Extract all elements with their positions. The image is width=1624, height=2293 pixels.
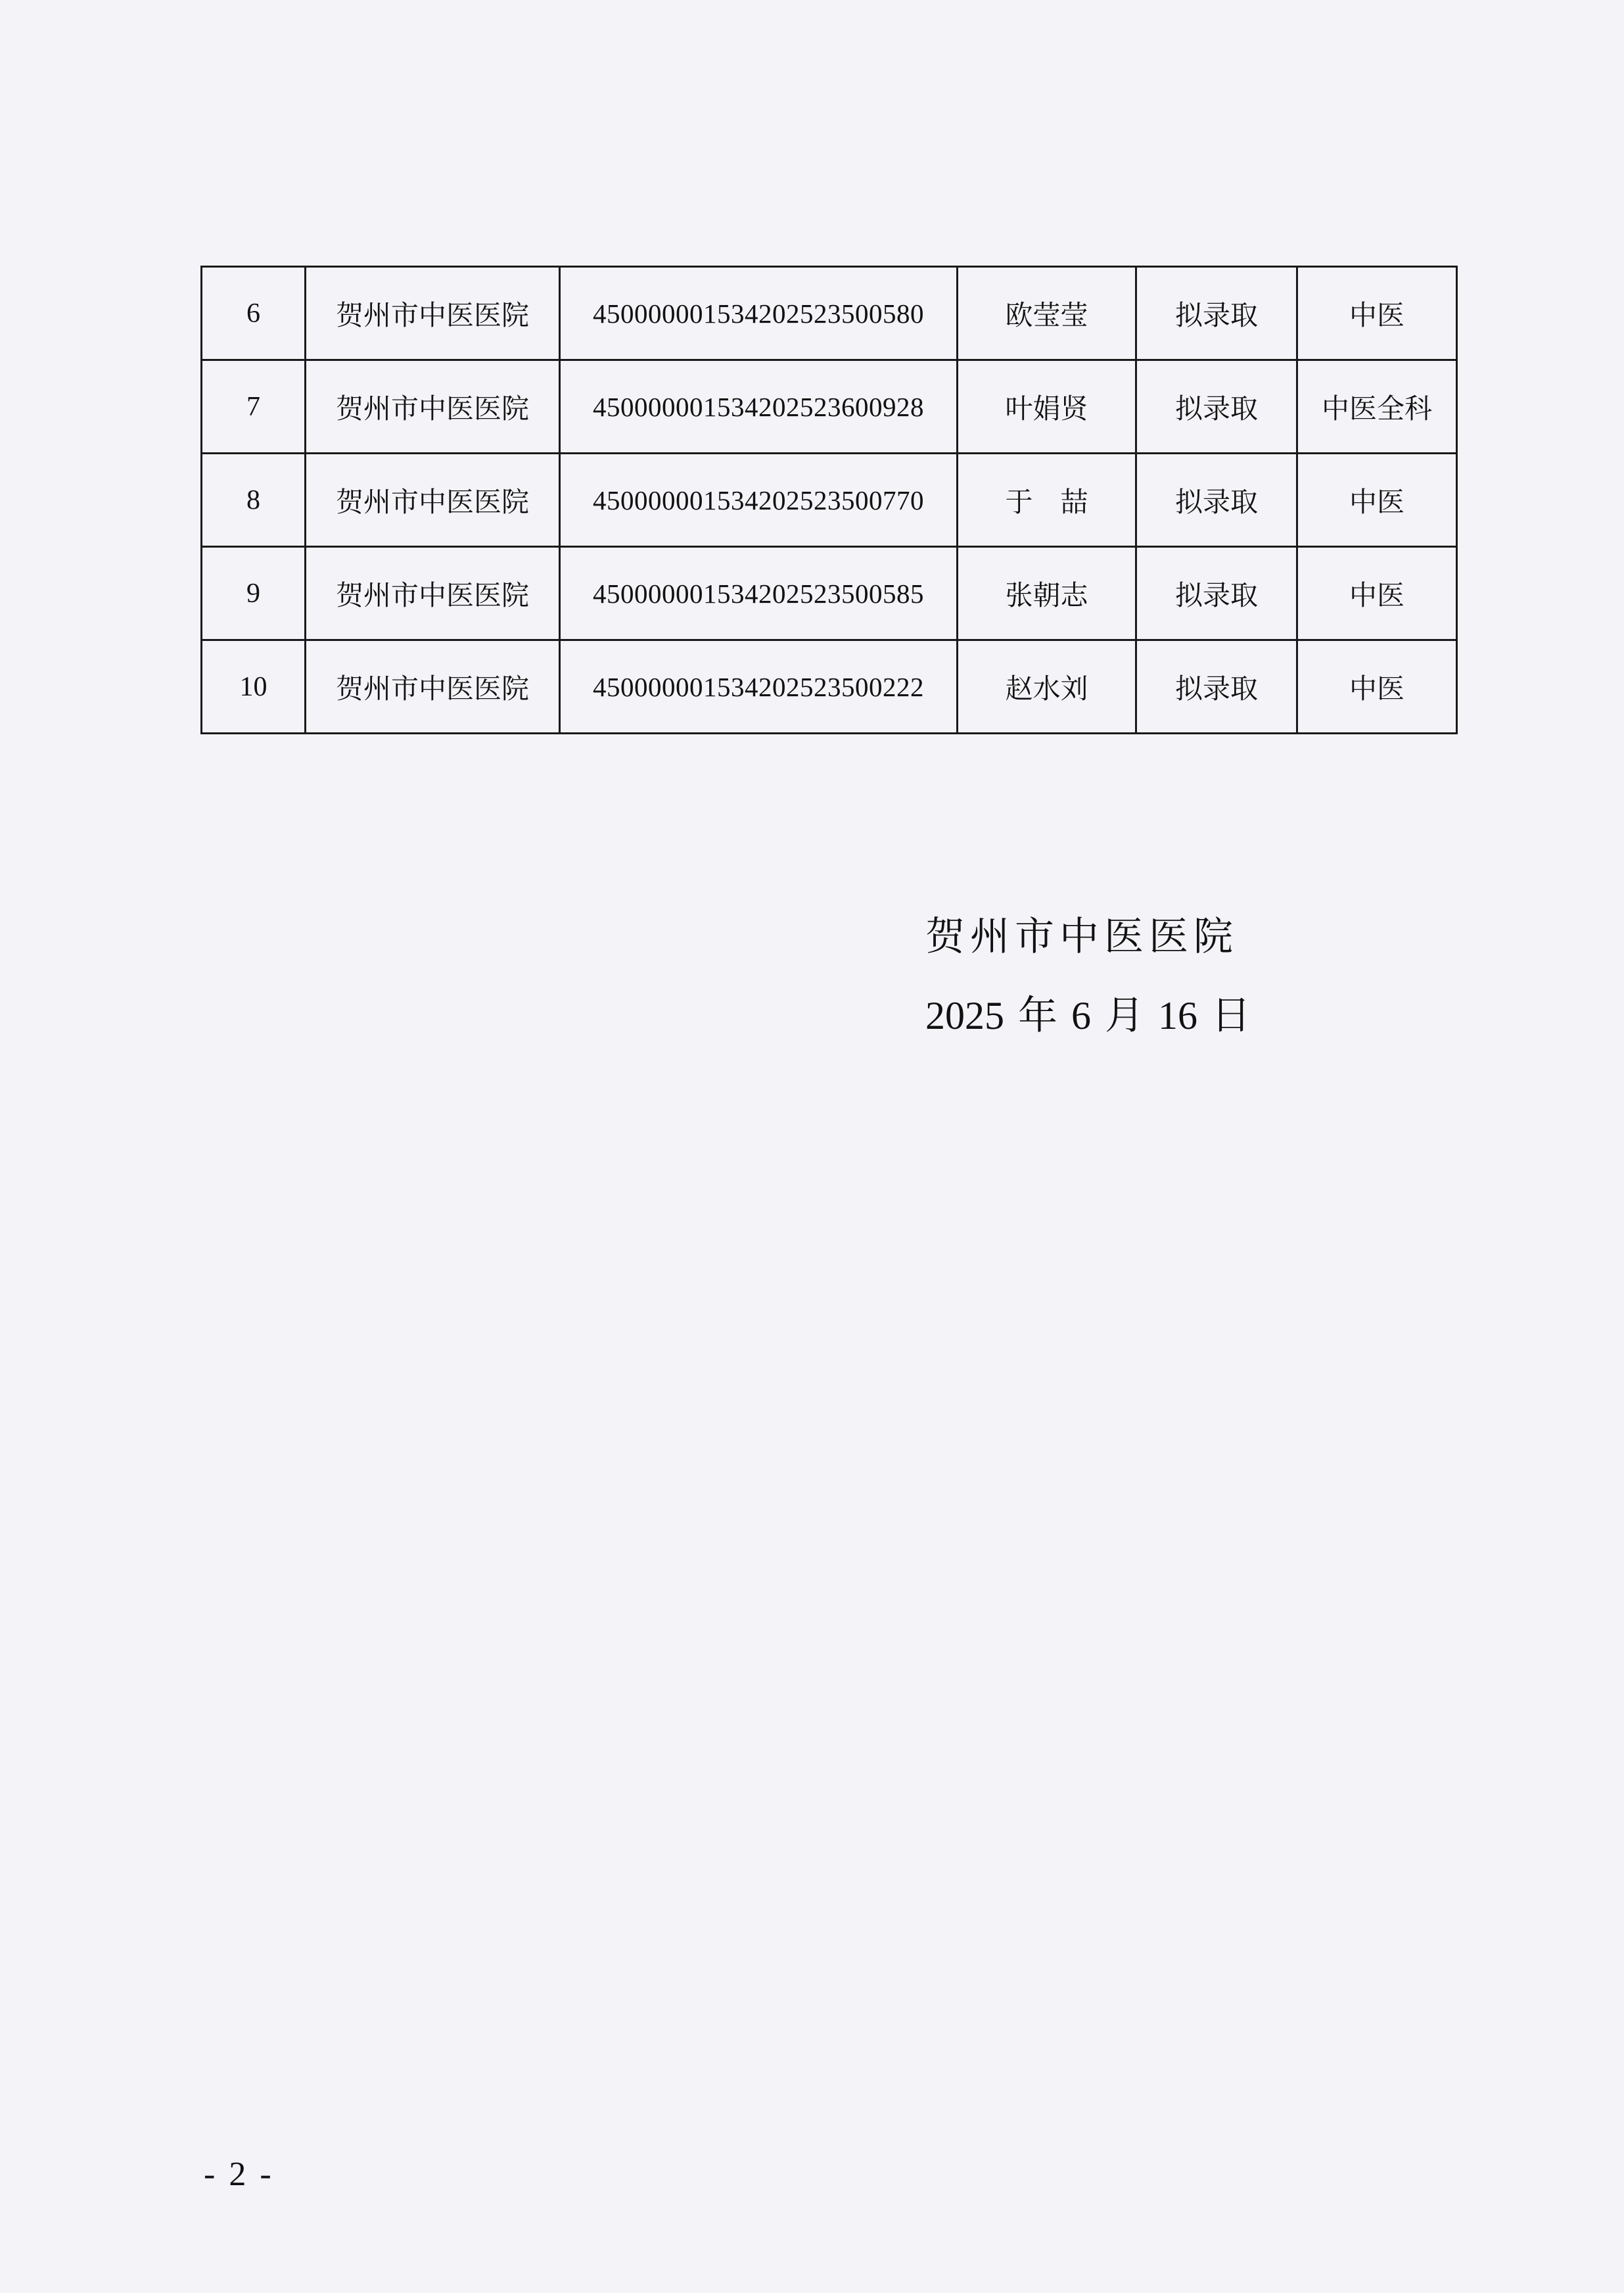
name-cell: 赵水刘 <box>958 640 1136 734</box>
row-index: 8 <box>202 454 306 547</box>
status-cell: 拟录取 <box>1136 267 1297 360</box>
registration-id-cell: 450000001534202523500585 <box>560 547 958 640</box>
specialty-cell: 中医 <box>1297 454 1457 547</box>
signature-date: 2025 年 6 月 16 日 <box>925 994 1251 1037</box>
row-index: 9 <box>202 547 306 640</box>
registration-id-cell: 450000001534202523500222 <box>560 640 958 734</box>
name-cell: 于 喆 <box>958 454 1136 547</box>
page-number: - 2 - <box>204 2156 274 2193</box>
registration-id-cell: 450000001534202523500770 <box>560 454 958 547</box>
table-row <box>202 267 1457 360</box>
status-cell: 拟录取 <box>1136 547 1297 640</box>
name-cell: 张朝志 <box>958 547 1136 640</box>
row-index: 7 <box>202 360 306 454</box>
status-cell: 拟录取 <box>1136 454 1297 547</box>
table-row <box>202 360 1457 454</box>
hospital-cell: 贺州市中医医院 <box>306 360 560 454</box>
specialty-cell: 中医 <box>1297 547 1457 640</box>
signature-block <box>925 914 1251 1037</box>
status-cell: 拟录取 <box>1136 640 1297 734</box>
table-row <box>202 454 1457 547</box>
row-index: 6 <box>202 267 306 360</box>
specialty-cell: 中医全科 <box>1297 360 1457 454</box>
hospital-cell: 贺州市中医医院 <box>306 454 560 547</box>
table-row <box>202 640 1457 734</box>
name-cell: 叶娟贤 <box>958 360 1136 454</box>
hospital-cell: 贺州市中医医院 <box>306 640 560 734</box>
registration-id-cell: 450000001534202523600928 <box>560 360 958 454</box>
row-index: 10 <box>202 640 306 734</box>
status-cell: 拟录取 <box>1136 360 1297 454</box>
hospital-cell: 贺州市中医医院 <box>306 267 560 360</box>
name-cell: 欧莹莹 <box>958 267 1136 360</box>
signature-organization: 贺州市中医医院 <box>925 914 1238 960</box>
table-row <box>202 547 1457 640</box>
admission-table <box>200 266 1458 734</box>
hospital-cell: 贺州市中医医院 <box>306 547 560 640</box>
specialty-cell: 中医 <box>1297 640 1457 734</box>
specialty-cell: 中医 <box>1297 267 1457 360</box>
registration-id-cell: 450000001534202523500580 <box>560 267 958 360</box>
